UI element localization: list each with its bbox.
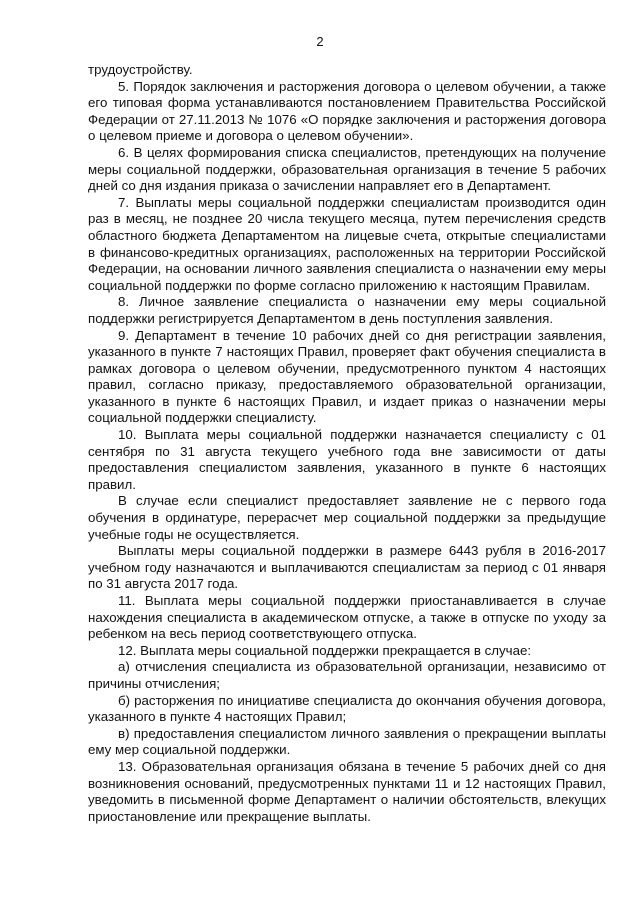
paragraph-10: 10. Выплата меры социальной поддержки назначается специалисту с 01 сентября по 31 августа текущего учебного года вне зависимости от даты предоставления специалистом заявления, указанного в пункте 6 настоящих правил. — [88, 427, 606, 492]
document-body — [88, 62, 606, 825]
paragraph-6: 6. В целях формирования списка специалистов, претендующих на получение меры социальной поддержки, образовательная организация в течение 5 рабочих дней со дня издания приказа о зачислении направляет его в Департамент. — [88, 144, 606, 194]
paragraph-13: 13. Образовательная организация обязана в течение 5 рабочих дней со дня возникновения оснований, предусмотренных пунктами 11 и 12 настоящих Правил, уведомить в письменной форме Департамент о наличии обстоятельств, влекущих приостановление или прекращение выплаты. — [88, 758, 606, 824]
paragraph-7: 7. Выплаты меры социальной поддержки специалистам производится один раз в месяц, не позднее 20 числа текущего месяца, путем перечисления средств областного бюджета Департаментом на лицевые счета, открытые специалистами в финансово-кредитных организациях, расположенных на территории Российской Федерации, на основании личного заявления специалиста о назначении ему меры социальной поддержки по форме согласно приложению к настоящим Правилам. — [88, 194, 606, 293]
paragraph-12-c: в) предоставления специалистом личного заявления о прекращении выплаты ему мер социальной поддержки. — [88, 725, 606, 758]
paragraph-12-b: б) расторжения по инициативе специалиста до окончания обучения договора, указанного в пункте 4 настоящих Правил; — [88, 692, 606, 725]
paragraph-9: 9. Департамент в течение 10 рабочих дней со дня регистрации заявления, указанного в пункте 7 настоящих Правил, проверяет факт обучения специалиста в рамках договора о целевом обучении, предусмотренного пунктом 4 настоящих правил, согласно приказу, предоставляемого образовательной организации, указанного в пункте 6 настоящих Правил, и издает приказ о назначении меры социальной поддержки специалисту. — [88, 327, 606, 426]
paragraph-8: 8. Личное заявление специалиста о назначении ему меры социальной поддержки регистрируется Департаментом в день поступления заявления. — [88, 294, 606, 326]
paragraph-12: 12. Выплата меры социальной поддержки прекращается в случае: — [118, 642, 532, 658]
page-number: 2 — [316, 34, 324, 49]
paragraph-11: 11. Выплата меры социальной поддержки приостанавливается в случае нахождения специалиста в академическом отпуске, а также в отпуске по уходу за ребенком на весь период соответствующего отпуска. — [88, 593, 606, 642]
paragraph-10-note-1: В случае если специалист предоставляет заявление не с первого года обучения в ординатуре, перерасчет мер социальной поддержки за предыдущие учебные годы не осуществляется. — [88, 493, 606, 542]
paragraph-continuation: трудоустройству. — [88, 62, 193, 77]
paragraph-10-note-2: Выплаты меры социальной поддержки в размере 6443 рубля в 2016-2017 учебном году назначаются и выплачиваются специалистам за период с 01 января по 31 августа 2017 года. — [88, 543, 606, 592]
paragraph-12-a: а) отчисления специалиста из образовательной организации, независимо от причины отчисления; — [88, 659, 606, 691]
paragraph-5: 5. Порядок заключения и расторжения договора о целевом обучении, а также его типовая форма устанавливаются постановлением Правительства Российской Федерации от 27.11.2013 № 1076 «О порядке заключения и расторжения договора о целевом приеме и договора о целевом обучении». — [88, 78, 606, 144]
